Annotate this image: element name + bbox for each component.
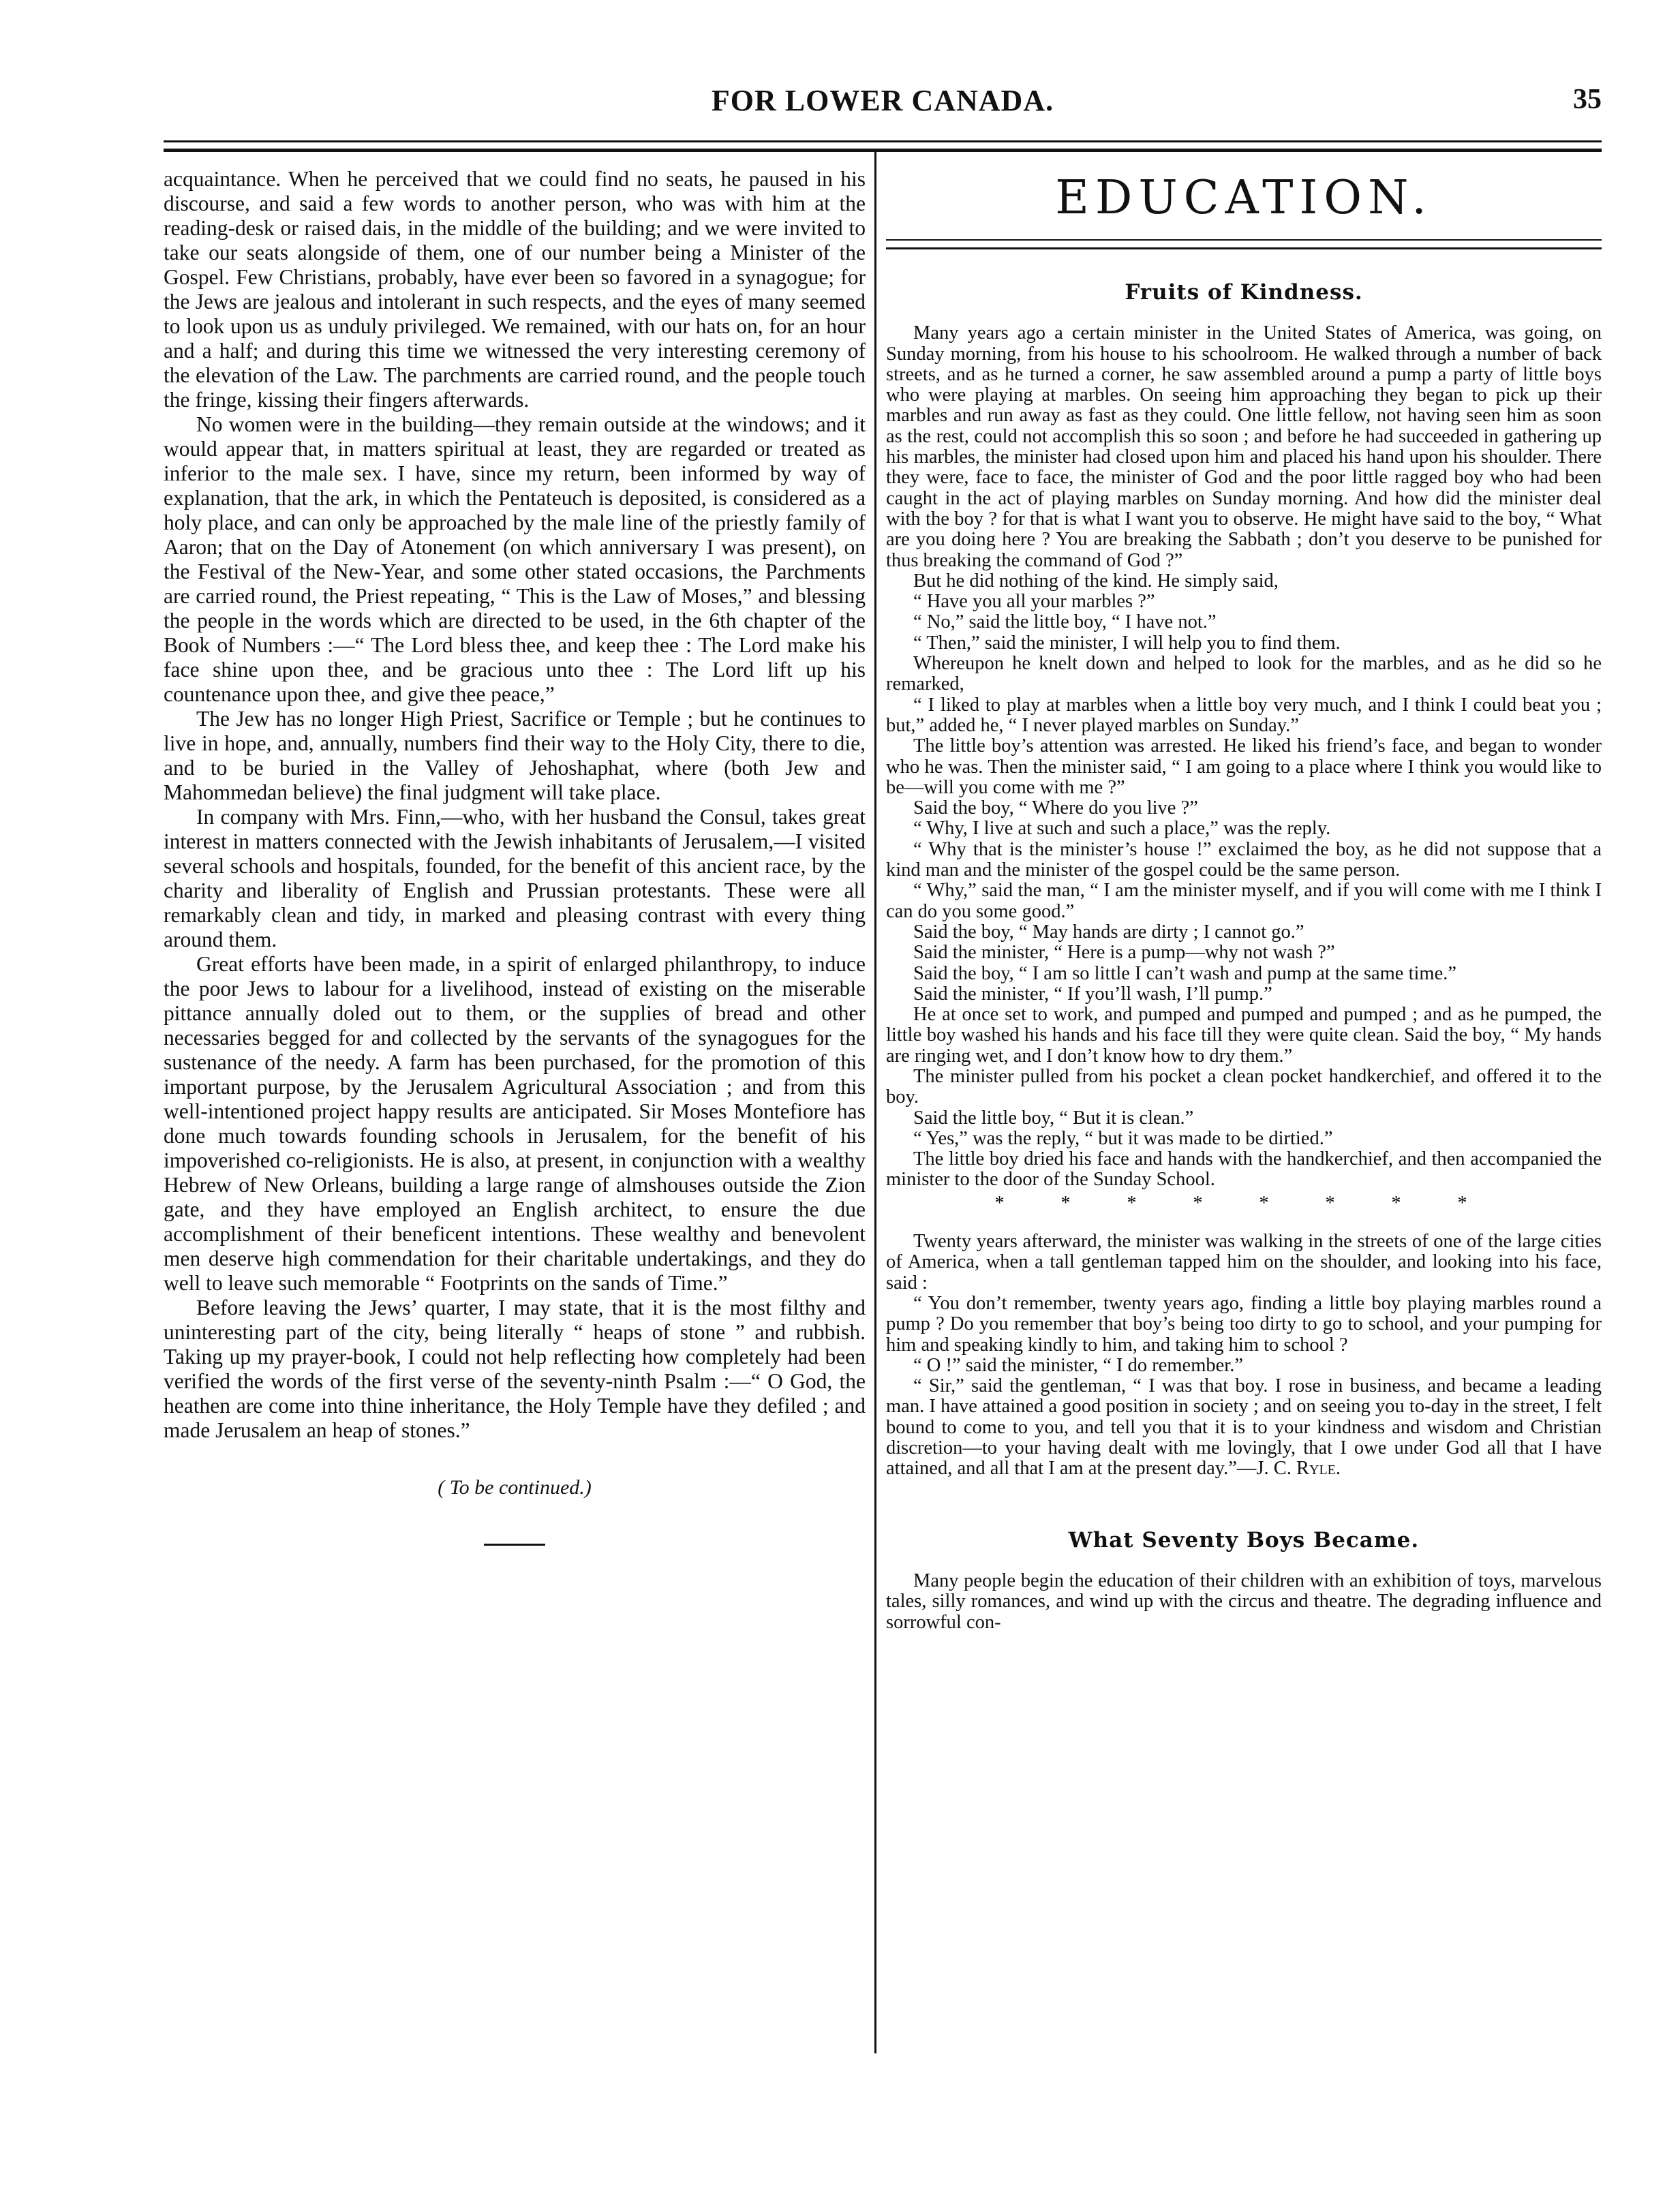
article-paragraph: “ No,” said the little boy, “ I have not.” [913,611,1217,633]
article-paragraph: Many years ago a certain minister in the United States of America, was going, on Sunday morning, from his house to his schoolroom. He walked through a number of back streets, and as he turned a corner, he saw assembled around a pump a party of little boys who were playing at marbles. On seeing him approaching they began to pick up their marbles and run away as fast as they could. One little fellow, not having seen him as soon as the rest, could not accomplish this so soon ; and before he had succeeded in gathering up his marbles, the minister had closed upon him and placed his hand upon his shoulder. There they were, face to face, the minister of God and the poor little ragged boy who had been caught in the act of playing marbles on Sunday morning. And how did the minister deal with the boy ? for that is what I want you to observe. He might have said to the boy, “ What are you doing here ? You are breaking the Sabbath ; don’t you deserve to be punished for thus breaking the command of God ?” [886,322,1602,571]
header-rule-top [164,140,1602,142]
article-paragraph: The little boy’s attention was arrested. He liked his friend’s face, and began to wonder who he was. Then the minister said, “ I am going to a place where I think you would like to be—will you come with me ?” [886,735,1602,798]
article-paragraph: “ Why,” said the man, “ I am the minister myself, and if you will come with me I think I can do you some good.” [886,880,1602,922]
left-paragraph: In company with Mrs. Finn,—who, with her husband the Consul, takes great interest in matters connected with the Jewish inhabitants of Jerusalem,—I visited several schools and hospitals, founded, for the benefit of this ancient race, by the charity and liberality of English and Prussian protestants. These were all remarkably clean and tidy, in marked and pleasing contrast with every thing around them. [164,805,866,951]
right-column [886,167,1602,2116]
article-paragraph: He at once set to work, and pumped and pumped and pumped ; and as he pumped, the little boy washed his hands and his face till they were quite clean. Said the boy, “ My hands are ringing wet, and I don’t know how to dry them.” [886,1004,1602,1067]
article-paragraph: Said the minister, “ Here is a pump—why not wash ?” [913,942,1335,964]
article-paragraph: “ O !” said the minister, “ I do remember.” [913,1354,1243,1376]
column-divider [874,152,876,2053]
left-paragraph: Great efforts have been made, in a spirit of enlarged philanthropy, to induce the poor Jews to labour for a livelihood, instead of existing on the miserable pittance annually doled out to them, or the supplies of bread and other necessaries begged for and collected by the servants of the synagogues for the sustenance of the needy. A farm has been purchased, for the promotion of this important purpose, by the Jerusalem Agricultural Association ; and from this well-intentioned project happy results are anticipated. Sir Moses Montefiore has done much towards founding schools in Jerusalem, for the benefit of his impoverished co-religionists. He is also, at present, in conjunction with a wealthy Hebrew of New Orleans, building a large range of almshouses outside the Zion gate, and they have employed an English architect, to ensure the due accomplishment of their beneficent intentions. These wealthy and benevolent men deserve high commendation for their charitable undertakings, and they do well to leave such memorable “ Footprints on the sands of Time.” [164,952,866,1295]
article-paragraph: Said the boy, “ I am so little I can’t wash and pump at the same time.” [913,962,1456,984]
article-final-text: “ Sir,” said the gentleman, “ I was that boy. I rose in business, and became a leading man. I have attained a good position in society ; and on seeing you to-day in the street, I felt bound to come to you, and tell you that it is to your kindness and wisdom and Christian discretion—to your having dealt with me lovingly, that I owe under God all that I have attained, and all that I am at the present day.”—J. C. [886,1375,1602,1480]
page-number: 35 [1573,84,1602,115]
article-paragraph: “ Yes,” was the reply, “ but it was made to be dirtied.” [913,1127,1333,1149]
running-head [164,83,1602,131]
end-rule [484,1544,545,1546]
author-signature: Ryle. [1296,1458,1341,1480]
left-paragraph: Before leaving the Jews’ quarter, I may state, that it is the most filthy and uninteresting part of the city, being literally “ heaps of stone ” and rubbish. Taking up my prayer-book, I could not help reflecting how completely had been verified the words of the first verse of the seventy-ninth Psalm :—“ O God, the heathen are come into thine inheritance, the Holy Temple have they defiled ; and made Jerusalem an heap of stones.” [164,1296,866,1442]
header-rule-bottom [164,149,1602,152]
article-paragraph: The minister pulled from his pocket a clean pocket handkerchief, and offered it to the boy. [886,1065,1602,1108]
article-paragraph: The little boy dried his face and hands with the handkerchief, and then accompanied the minister to the door of the Sunday School. [886,1148,1602,1191]
left-paragraph: No women were in the building—they remain outside at the windows; and it would appear that, in matters spiritual at least, they are regarded or treated as inferior to the male sex. I have, since my return, been informed by way of explanation, that the ark, in which the Pentateuch is deposited, is considered as a holy place, and can only be approached by the male line of the priestly family of Aaron; that on the Day of Atonement (on which anniversary I was present), on the Festival of the New-Year, and some other stated occasions, the Parchments are carried round, the Priest repeating, “ This is the Law of Moses,” and blessing the people in the words which are directed to be used, in the 6th chapter of the Book of Numbers :—“ The Lord bless thee, and keep thee : The Lord make his face shine upon thee, and be gracious unto thee : The Lord lift up his countenance upon thee, and give thee peace,” [164,412,866,706]
article-paragraph: Twenty years afterward, the minister was walking in the streets of one of the large cities of America, when a tall gentleman tapped him on the shoulder, and looking into his face, said : [886,1231,1602,1294]
to-be-continued: ( To be continued.) [438,1476,592,1499]
article-paragraph: Said the little boy, “ But it is clean.” [913,1107,1194,1129]
section-title: EDUCATION. [1055,171,1433,225]
article-paragraph: “ Have you all your marbles ?” [913,591,1155,613]
left-paragraph: acquaintance. When he perceived that we could find no seats, he paused in his discourse, and said a few words to another person, who was with him at the reading-desk or raised dais, in the middle of the building; and we were invited to take our seats alongside of them, one of our number being a Minister of the Gospel. Few Christians, probably, have ever been so favored in a synagogue; for the Jews are jealous and intolerant in such respects, and the eyes of many seemed to look upon us as unduly privileged. We remained, with our hats on, for an hour and a half; and during this time we witnessed the very interesting ceremony of the elevation of the Law. The parchments are carried round, and the people touch the fringe, kissing their fingers afterwards. [164,167,866,412]
left-paragraph: The Jew has no longer High Priest, Sacrifice or Temple ; but he continues to live in hope, and, annually, numbers find their way to the Holy City, there to die, and to be buried in the Valley of Jehoshaphat, where (both Jew and Mahommedan believe) the final judgment will take place. [164,707,866,804]
article-paragraph: “ Then,” said the minister, I will help you to find them. [913,632,1341,654]
article-title-fruits-of-kindness: Fruits of Kindness. [1125,280,1363,305]
article-title-seventy-boys: What Seventy Boys Became. [1068,1527,1420,1553]
article-paragraph: Said the minister, “ If you’ll wash, I’ll pump.” [913,983,1272,1005]
left-column [164,167,866,2075]
article-paragraph: Said the boy, “ Where do you live ?” [913,797,1198,819]
section-break-stars: * * * * * * * * [994,1192,1493,1214]
article-paragraph: “ Why, I live at such and such a place,” was the reply. [913,818,1331,840]
article-paragraph-final [886,1376,1602,1479]
running-title: FOR LOWER CANADA. [711,84,1054,117]
article-paragraph: “ I liked to play at marbles when a little boy very much, and I think I could beat you ; but,” added he, “ I never played marbles on Sunday.” [886,694,1602,736]
section-double-rule [886,239,1602,249]
article-paragraph: Many people begin the education of their children with an exhibition of toys, marvelous tales, silly romances, and wind up with the circus and theatre. The degrading influence and sorrowful con- [886,1570,1602,1633]
article-paragraph: But he did nothing of the kind. He simply said, [913,570,1279,592]
article-paragraph: Said the boy, “ May hands are dirty ; I cannot go.” [913,921,1304,943]
article-paragraph: “ Why that is the minister’s house !” exclaimed the boy, as he did not suppose that a kind man and the minister of the gospel could be the same person. [886,838,1602,881]
article-paragraph: “ You don’t remember, twenty years ago, finding a little boy playing marbles round a pump ? Do you remember that boy’s being too dirty to go to school, and your pumping for him and speaking kindly to him, and taking him to school ? [886,1292,1602,1356]
article-paragraph: Whereupon he knelt down and helped to look for the marbles, and as he did so he remarked, [886,653,1602,695]
